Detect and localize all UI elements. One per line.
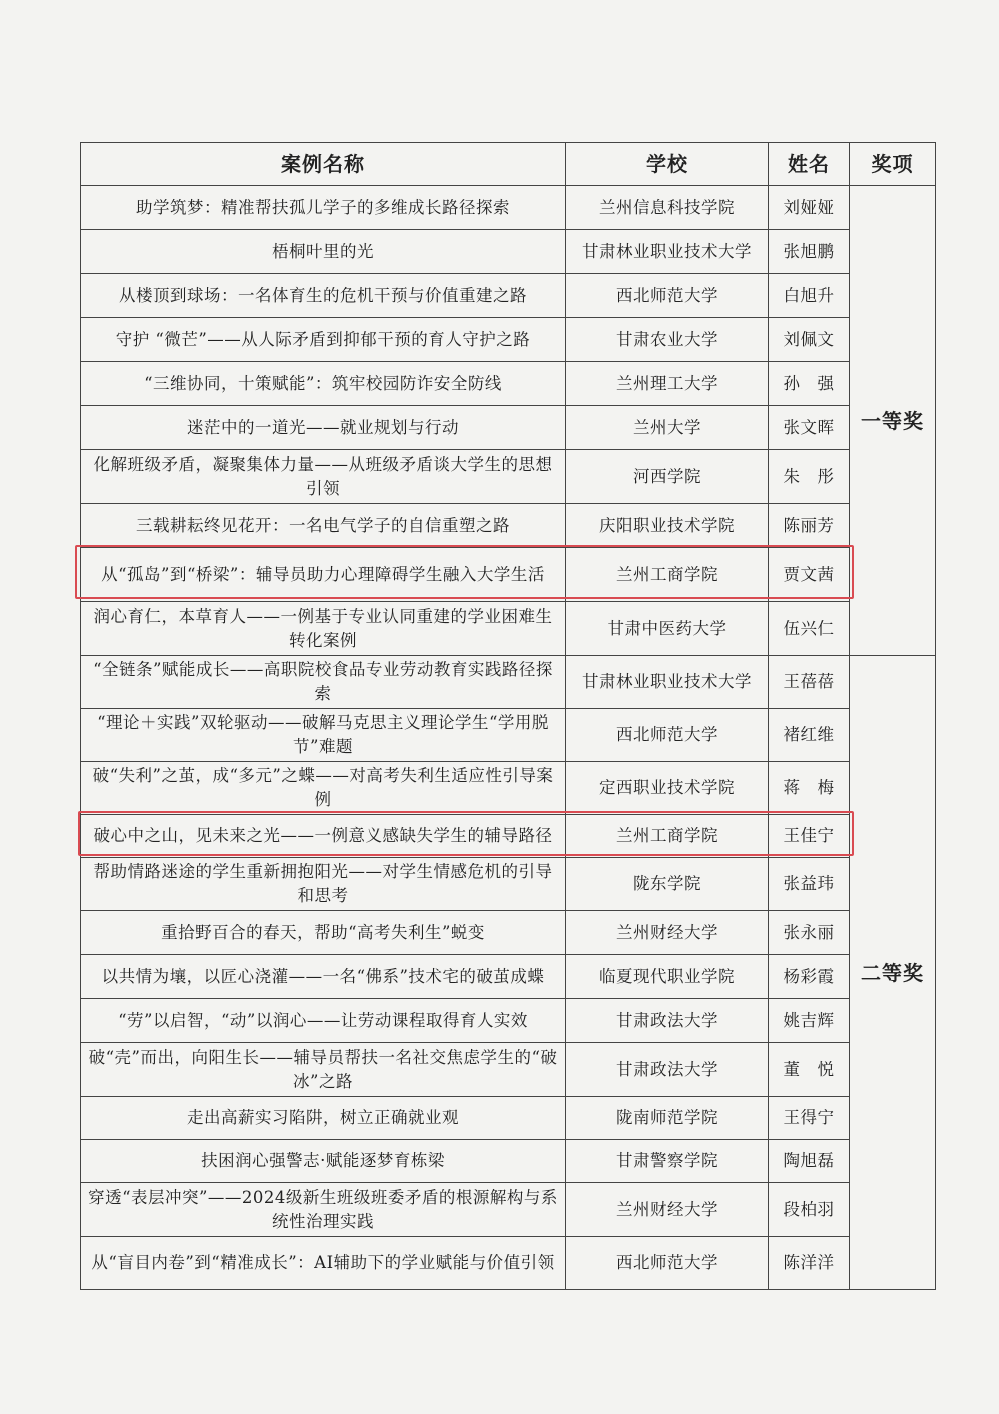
person-name: 贾文茜 [769,548,850,602]
case-title: 破心中之山，见未来之光——一例意义感缺失学生的辅导路径 [81,815,566,858]
table-row [81,858,936,911]
person-name: 褚红维 [769,709,850,762]
case-title: “全链条”赋能成长——高职院校食品专业劳动教育实践路径探索 [81,656,566,709]
school-name: 西北师范大学 [566,274,769,318]
award-second: 二等奖 [850,656,936,1290]
person-name: 刘佩文 [769,318,850,362]
case-title: 扶困润心强警志·赋能逐梦育栋梁 [81,1140,566,1183]
person-name: 王得宁 [769,1097,850,1140]
award-first: 一等奖 [850,186,936,656]
person-name: 孙 强 [769,362,850,406]
header-case: 案例名称 [81,143,566,186]
school-name: 兰州工商学院 [566,815,769,858]
table-row [81,602,936,656]
school-name: 甘肃林业职业技术大学 [566,230,769,274]
school-name: 甘肃政法大学 [566,1043,769,1097]
person-name: 蒋 梅 [769,762,850,815]
person-name: 陈洋洋 [769,1237,850,1290]
school-name: 兰州大学 [566,406,769,450]
case-title: “三维协同，十策赋能”：筑牢校园防诈安全防线 [81,362,566,406]
case-title: “理论＋实践”双轮驱动——破解马克思主义理论学生“学用脱节”难题 [81,709,566,762]
person-name: 杨彩霞 [769,955,850,999]
school-name: 兰州信息科技学院 [566,186,769,230]
table-row [81,709,936,762]
person-name: 段柏羽 [769,1183,850,1237]
table-row [81,999,936,1043]
school-name: 兰州财经大学 [566,911,769,955]
person-name: 王佳宁 [769,815,850,858]
school-name: 兰州理工大学 [566,362,769,406]
school-name: 兰州财经大学 [566,1183,769,1237]
table-row [81,955,936,999]
school-name: 临夏现代职业学院 [566,955,769,999]
table-row [81,362,936,406]
case-title: 破“失利”之茧，成“多元”之蝶——对高考失利生适应性引导案例 [81,762,566,815]
table-row [81,450,936,504]
case-title: 迷茫中的一道光——就业规划与行动 [81,406,566,450]
case-title: 化解班级矛盾，凝聚集体力量——从班级矛盾谈大学生的思想引领 [81,450,566,504]
table-row [81,230,936,274]
person-name: 刘娅娅 [769,186,850,230]
table-row [81,1097,936,1140]
person-name: 陈丽芳 [769,504,850,548]
person-name: 姚吉辉 [769,999,850,1043]
person-name: 伍兴仁 [769,602,850,656]
case-title: “劳”以启智，“动”以润心——让劳动课程取得育人实效 [81,999,566,1043]
case-title: 以共情为壤，以匠心浇灌——一名“佛系”技术宅的破茧成蝶 [81,955,566,999]
case-title: 梧桐叶里的光 [81,230,566,274]
table-row [81,762,936,815]
case-title: 破“壳”而出，向阳生长——辅导员帮扶一名社交焦虑学生的“破冰”之路 [81,1043,566,1097]
case-title: 润心育仁，本草育人——一例基于专业认同重建的学业困难生转化案例 [81,602,566,656]
table-row [81,1043,936,1097]
table-row [81,815,936,858]
table-row [81,318,936,362]
person-name: 朱 彤 [769,450,850,504]
school-name: 河西学院 [566,450,769,504]
school-name: 西北师范大学 [566,709,769,762]
awards-table [80,142,936,1290]
school-name: 定西职业技术学院 [566,762,769,815]
case-title: 穿透“表层冲突”——2024级新生班级班委矛盾的根源解构与系统性治理实践 [81,1183,566,1237]
header-award: 奖项 [850,143,936,186]
header-school: 学校 [566,143,769,186]
table-row [81,656,936,709]
school-name: 甘肃警察学院 [566,1140,769,1183]
table-row [81,406,936,450]
school-name: 庆阳职业技术学院 [566,504,769,548]
case-title: 帮助情路迷途的学生重新拥抱阳光——对学生情感危机的引导和思考 [81,858,566,911]
person-name: 白旭升 [769,274,850,318]
table-row [81,1183,936,1237]
case-title: 守护 “微芒”——从人际矛盾到抑郁干预的育人守护之路 [81,318,566,362]
table-row [81,1237,936,1290]
school-name: 甘肃农业大学 [566,318,769,362]
case-title: 助学筑梦：精准帮扶孤儿学子的多维成长路径探索 [81,186,566,230]
school-name: 西北师范大学 [566,1237,769,1290]
table-row [81,911,936,955]
school-name: 甘肃政法大学 [566,999,769,1043]
person-name: 张益玮 [769,858,850,911]
table-row [81,548,936,602]
table-row [81,274,936,318]
table-row [81,186,936,230]
table-row [81,504,936,548]
school-name: 甘肃中医药大学 [566,602,769,656]
person-name: 张文晖 [769,406,850,450]
person-name: 王蓓蓓 [769,656,850,709]
person-name: 陶旭磊 [769,1140,850,1183]
case-title: 走出高薪实习陷阱，树立正确就业观 [81,1097,566,1140]
person-name: 张永丽 [769,911,850,955]
case-title: 从楼顶到球场：一名体育生的危机干预与价值重建之路 [81,274,566,318]
case-title: 从“盲目内卷”到“精准成长”：AI辅助下的学业赋能与价值引领 [81,1237,566,1290]
case-title: 三载耕耘终见花开：一名电气学子的自信重塑之路 [81,504,566,548]
person-name: 董 悦 [769,1043,850,1097]
case-title: 从“孤岛”到“桥梁”：辅导员助力心理障碍学生融入大学生活 [81,548,566,602]
table-header-row [81,143,936,186]
school-name: 陇南师范学院 [566,1097,769,1140]
school-name: 陇东学院 [566,858,769,911]
school-name: 甘肃林业职业技术大学 [566,656,769,709]
school-name: 兰州工商学院 [566,548,769,602]
person-name: 张旭鹏 [769,230,850,274]
case-title: 重拾野百合的春天，帮助“高考失利生”蜕变 [81,911,566,955]
table-row [81,1140,936,1183]
header-name: 姓名 [769,143,850,186]
